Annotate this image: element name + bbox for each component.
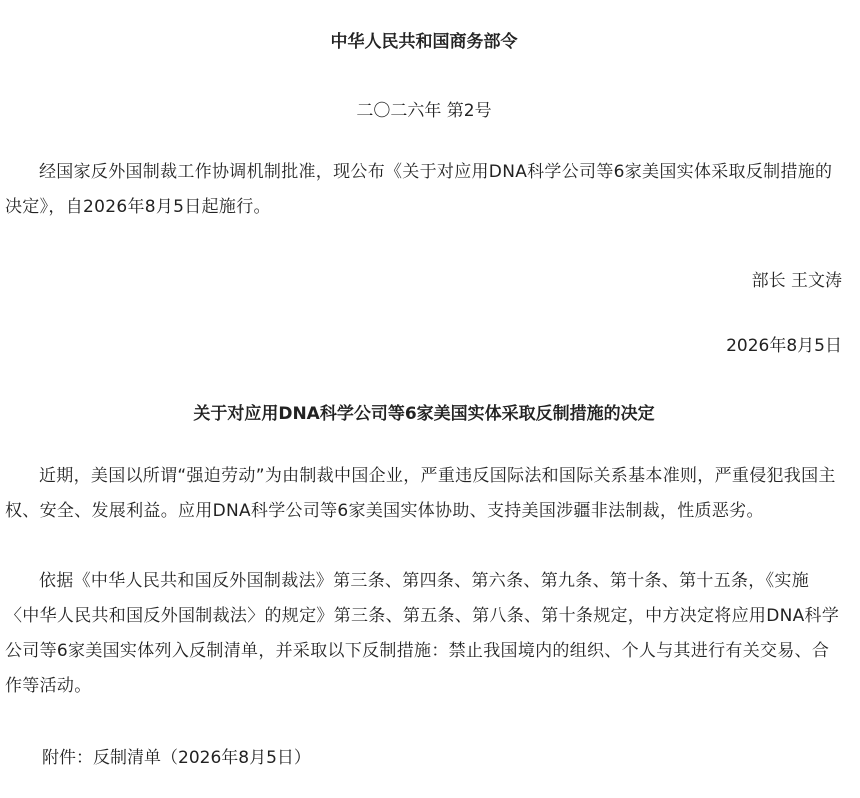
order-date: 2026年8月5日 [726,336,842,356]
attachment-note: 附件：反制清单（2026年8月5日） [42,748,311,768]
order-body-paragraph: 经国家反外国制裁工作协调机制批准，现公布《关于对应用DNA科学公司等6家美国实体采取反制措施的决定》，自2026年8月5日起施行。 [5,162,833,217]
signer: 部长 王文涛 [751,271,842,291]
order-number: 二〇二六年 第2号 [356,101,492,121]
decision-paragraph-1: 近期，美国以所谓“强迫劳动”为由制裁中国企业，严重违反国际法和国际关系基本准则，严重侵犯我国主权、安全、发展利益。应用DNA科学公司等6家美国实体协助、支持美国涉疆非法制裁，性质恶劣。 [5,466,836,521]
decision-title: 关于对应用DNA科学公司等6家美国实体采取反制措施的决定 [193,404,655,424]
order-title: 中华人民共和国商务部令 [330,32,518,52]
decision-paragraph-2: 依据《中华人民共和国反外国制裁法》第三条、第四条、第六条、第九条、第十条、第十五条，《实施〈中华人民共和国反外国制裁法〉的规定》第三条、第五条、第八条、第十条规定，中方决定将应用DNA科学公司等6家美国实体列入反制清单，并采取以下反制措施：禁止我国境内的组织、个人与其进行有关交易、合作等活动。 [5,571,840,696]
